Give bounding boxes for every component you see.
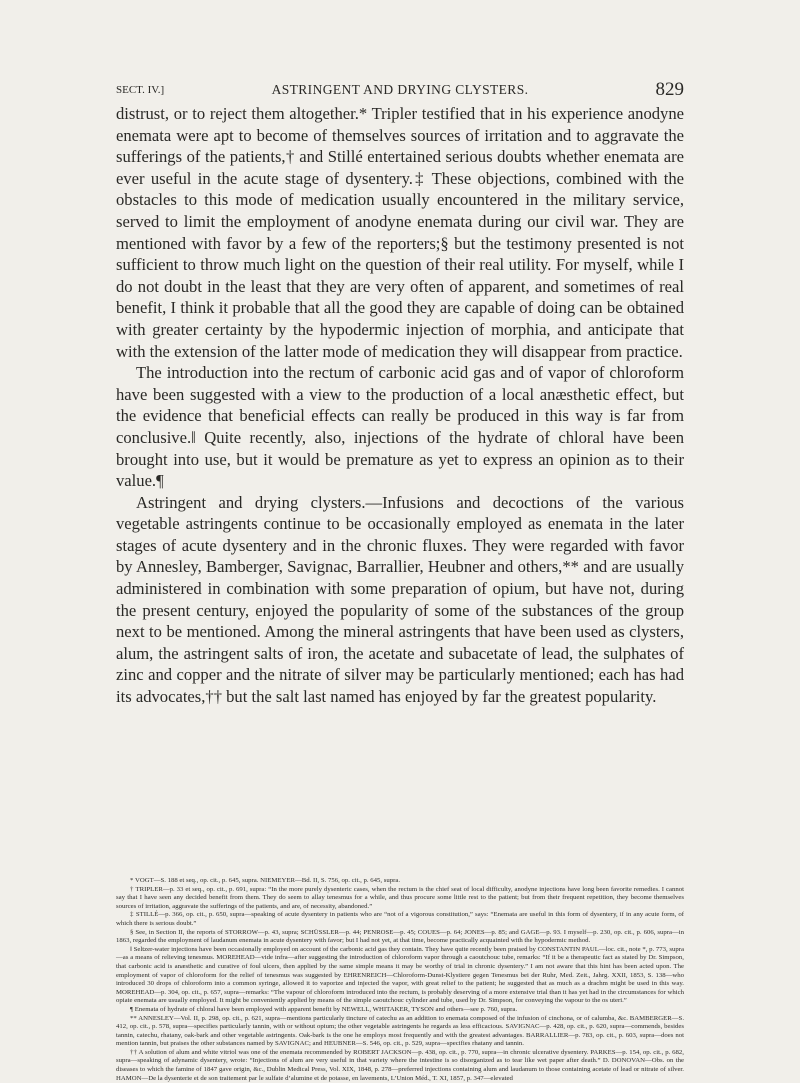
running-title: ASTRINGENT AND DRYING CLYSTERS. [271, 82, 529, 97]
footnote-seltzer: ‖ Seltzer-water injections have been occasionally employed on account of the carbonic acid gas they contain. They have quite recently been praised by CONSTANTIN PAUL—loc. cit., note *, p. 773, supra—as a means of relieving tenesmus. MOREHEAD—vide infra—after suggesting the introduction of chloroform vapor through a caoutchouc tube, remarks: “If it be a therapeutic fact as stated by Dr. Simpson, that carbonic acid is anæsthetic and curative of foul ulcers, then applied by the same simple means it may be worthy of trial in chronic dysentery.” I am not aware that this hint has been acted upon. The employment of vapor of chloroform for the relief of tenesmus was suggested by EHRENREICH—Chloroform-Dunst-Klystiere gegen Tenesmus bei der Ruhr, Med. Zeit., Jahrg. XXII, 1853, S. 138—who introduced 30 drops of chloroform into a common syringe, allowed it to vaporize and injected the vapor, with great relief to the patient; he suggested that as much as a drachm might be used in this way. MOREHEAD—p. 304, op. cit., p. 657, supra—remarks: “The vapour of chloroform introduced into the rectum, is probably deserving of a more extensive trial than it has yet had in the circumstances for which opiate enemata are usually employed. It might be conveniently applied by means of the simple caoutchouc cylinder and tube, used by Dr. Simpson, for conveying the vapour to the os uteri.” [116, 945, 684, 1005]
footnote-tripler: † TRIPLER—p. 33 et seq., op. cit., p. 691, supra: “In the more purely dysenteric cases, when the rectum is the chief seat of local difficulty, anodyne injections have long been favorite remedies. I cannot say that I have seen any decided benefit from them. They do seem to allay tenesmus for a while, and thus procure some little rest to the patient; but from their frequent repetition, they become themselves sources of irritation, aggravate the sufferings of the patients, and are, of necessity, abandoned.” [116, 885, 684, 910]
footnote-stille: ‡ STILLÉ—p. 366, op. cit., p. 650, supra—speaking of acute dysentery in patients who are “not of a vigorous constitution,” says: “Enemata are useful in this form of dysentery, if in any acute form, of which there is serious doubt.” [116, 911, 684, 927]
footnote-alum: †† A solution of alum and white vitriol was one of the enemata recommended by ROBERT JACKSON—p. 438, op. cit., p. 770, supra—in chronic ulcerative dysentery. PARKES—p. 154, op. cit., p. 682, supra—speaking of adynamic dysentery, wrote: “Injections of alum are very useful in that variety where the intestine is so disorganized as to tear like wet paper after death.” D. DONOVAN—Obs. on the diseases to which the famine of 1847 gave origin, &c., Dublin Medical Press, Vol. XIX, 1848, p. 278—preferred injections containing alum and laudanum to those containing acetate of lead or nitrate of silver. HAMON—De la dysenterie et de son traitement par le sulfate d’alumine et de potasse, en lavements, L’Union Méd., T. XI, 1857, p. 347—elevated [116, 1048, 684, 1082]
paragraph-gas-vapor: The introduction into the rectum of carbonic acid gas and of vapor of chloroform have been suggested with a view to the production of a local anæsthetic effect, but the evidence that beneficial effects can really be produced in this way is far from conclusive.‖ Quite recently, also, injections of the hydrate of chloral have been brought into use, but it would be premature as yet to express an opinion as to their value.¶ [116, 363, 684, 491]
footnote-vogt: * VOGT—S. 188 et seq., op. cit., p. 645, supra. NIEMEYER—Bd. II, S. 756, op. cit., p. 645, supra. [130, 877, 401, 884]
footnote-reports: § See, in Section II, the reports of STORROW—p. 43, supra; SCHÜSSLER—p. 44; PENROSE—p. 45; COUES—p. 64; JONES—p. 85; and GAGE—p. 93. I myself—p. 230, op. cit., p. 606, supra—in 1863, regarded the employment of laudanum enemata in acute dysentery with favor; but I had not yet, at that time, become practically acquainted with the hypodermic method. [116, 928, 684, 945]
page-number: 829 [655, 79, 684, 100]
running-header [116, 80, 684, 100]
section-label: SECT. IV.] [116, 84, 165, 96]
paragraph-astringent-clysters: Astringent and drying clysters.—Infusions and decoctions of the various vegetable astringents continue to be occasionally employed as enemata in the later stages of acute dysentery and in the chronic fluxes. They were regarded with favor by Annesley, Bamberger, Savignac, Barrallier, Heubner and others,** and are usually administered in combination with some preparation of opium, but have not, during the present century, enjoyed the popularity of some of the substances of the group next to be mentioned. Among the mineral astringents that have been used as clysters, alum, the astringent salts of iron, the acetate and subacetate of lead, the sulphates of zinc and copper and the nitrate of silver may be particularly mentioned; each has had its advocates,†† but the salt last named has enjoyed by far the greatest popularity. [116, 492, 684, 707]
main-text [116, 103, 684, 708]
paragraph-anodyne-enemata: distrust, or to reject them altogether.* Tripler testified that in his experience anodyne enemata were apt to become of themselves sources of irritation and to aggravate the sufferings of the patients,† and Stillé entertained serious doubts whether enemata are ever useful in the acute stage of dysentery.‡ These objections, combined with the obstacles to this mode of medication usually encountered in the military service, served to limit the employment of anodyne enemata during our civil war. They are mentioned with favor by a few of the reporters;§ but the testimony presented is not sufficient to throw much light on the question of their real utility. For myself, while I do not doubt in the least that they are very often of apparent, and sometimes of real benefit, I think it probable that all the good they are capable of doing can be obtained with greater certainty by the hypodermic injection of morphia, and anticipate that with the extension of the latter mode of medication they will disappear from practice. [116, 104, 684, 361]
footnotes [116, 877, 684, 1083]
footnote-annesley: ** ANNESLEY—Vol. II, p. 298, op. cit., p. 621, supra—mentions particularly tincture of catechu as an addition to enemata composed of the infusion of cinchona, or of calumba, &c. BAMBERGER—S. 412, op. cit., p. 578, supra—specifies particularly tannin, with or without opium; the other vegetable astringents he regards as less efficacious. SAVIGNAC—p. 428, op. cit., p. 620, supra—commends, besides tannin, catechu, rhatany, oak-bark and other vegetable astringents. Oak-bark is the one he employs most frequently and with the greatest advantages. BARRALLIER—p. 783, op. cit., p. 603, supra—does not mention tannin, but praises the other substances named by SAVIGNAC; and HEUBNER—S. 546, op. cit., p. 529, supra—specifies rhatany and tannin. [116, 1014, 684, 1048]
footnote-chloral: ¶ Enemata of hydrate of chloral have been employed with apparent benefit by NEWELL, WHITAKER, TYSON and others—see p. 760, supra. [130, 1005, 518, 1013]
